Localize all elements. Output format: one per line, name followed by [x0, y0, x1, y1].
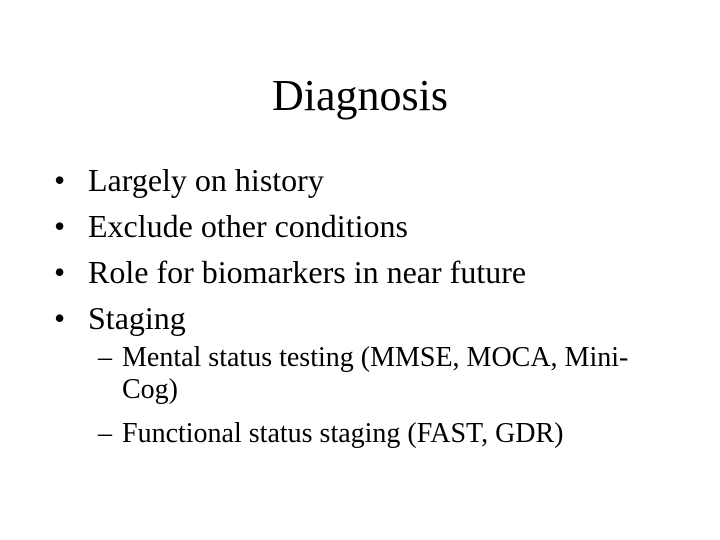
slide-title: Diagnosis — [272, 71, 448, 120]
bullet-marker: • — [54, 254, 66, 290]
bullet-marker: • — [54, 162, 66, 198]
bullet-text: Staging — [88, 300, 186, 336]
sub-bullet-marker: – — [98, 342, 112, 373]
sub-bullet-text: Functional status staging (FAST, GDR) — [122, 418, 564, 449]
bullet-text: Largely on history — [88, 162, 324, 198]
sub-bullet-text: Mental status testing (MMSE, MOCA, Mini-Cog) — [122, 342, 629, 405]
sub-bullet-marker: – — [98, 418, 112, 449]
bullet-text: Exclude other conditions — [88, 208, 408, 244]
bullet-marker: • — [54, 300, 66, 336]
bullet-marker: • — [54, 208, 66, 244]
bullet-text: Role for biomarkers in near future — [88, 254, 527, 290]
